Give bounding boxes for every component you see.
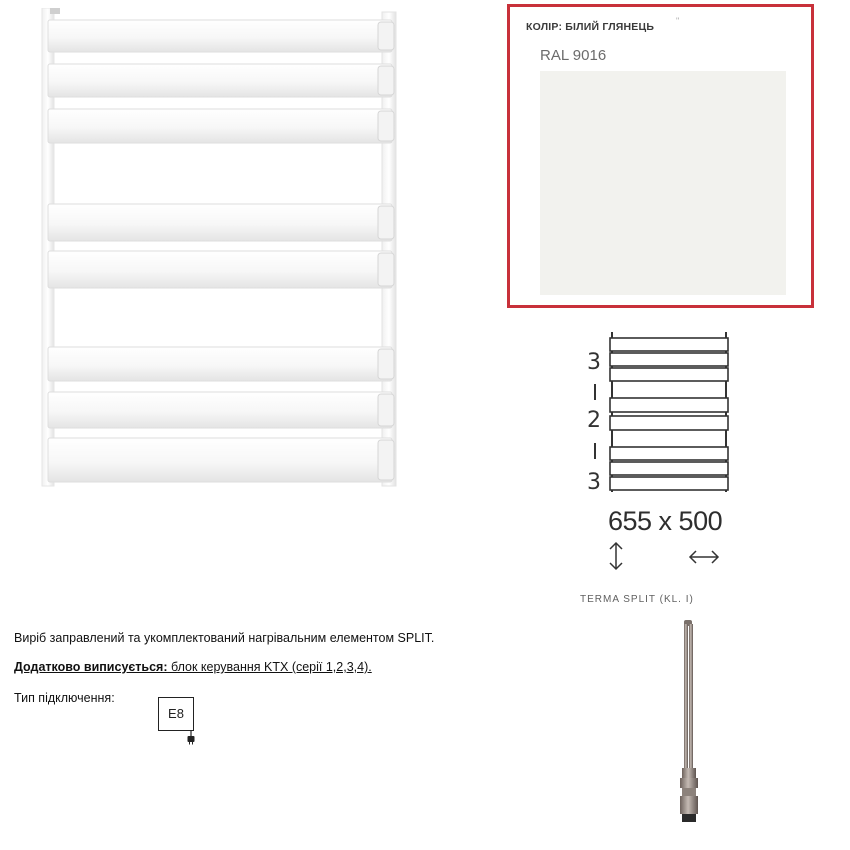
connection-type-label: Тип підключення: — [14, 691, 115, 705]
heating-element-title: TERMA SPLIT (KL. I) — [580, 594, 694, 605]
color-code: RAL 9016 — [540, 47, 607, 64]
sections-diagram — [584, 330, 734, 500]
extra-order-value: блок керування KTX (серії 1,2,3,4). — [167, 660, 372, 674]
dimensions-text: 655 x 500 — [608, 506, 723, 536]
horizontal-double-arrow-icon — [688, 548, 720, 566]
vertical-double-arrow-icon — [606, 540, 626, 572]
extra-order-label: Додатково виписується: — [14, 660, 168, 674]
section-separator — [594, 443, 596, 459]
color-card — [507, 4, 814, 308]
plug-icon — [186, 731, 196, 745]
section-count-top: 3 — [587, 350, 601, 375]
connection-type-code: E8 — [158, 697, 194, 731]
description-line: Виріб заправлений та укомплектований нагрівальним елементом SPLIT. — [14, 631, 435, 645]
section-count-bottom: 3 — [587, 470, 601, 495]
extra-order-line — [14, 660, 372, 674]
section-separator — [594, 384, 596, 400]
color-label-mark: " — [676, 16, 680, 26]
color-swatch — [540, 71, 786, 295]
heating-element-image — [670, 618, 710, 828]
section-count-middle: 2 — [587, 408, 601, 433]
color-label: КОЛІР: БІЛИЙ ГЛЯНЕЦЬ — [526, 21, 655, 33]
radiator-product-image — [38, 8, 403, 488]
